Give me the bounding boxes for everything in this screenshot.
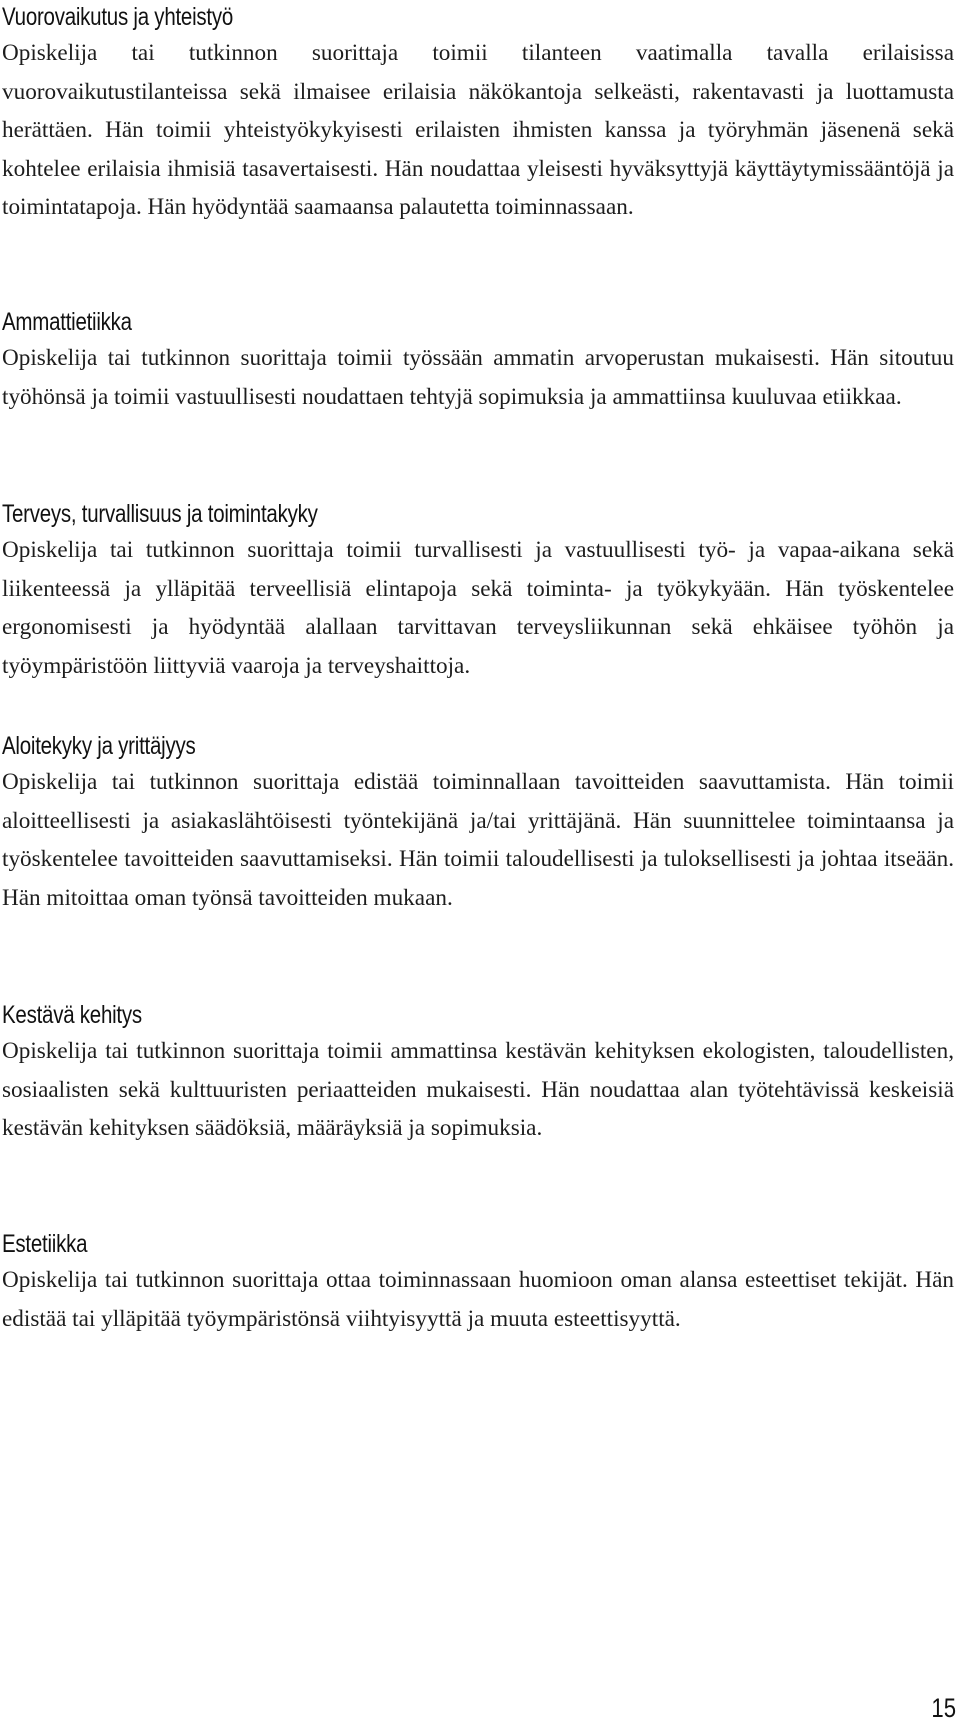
section-body: Opiskelija tai tutkinnon suorittaja toimii tilanteen vaatimalla tavalla erilaisissa vuorovaikutustilanteissa sekä ilmaisee erilaisia näkökantoja selkeästi, rakentavasti ja luottamusta herättäen. Hän toimii yhteistyökykyisesti erilaisten ihmisten kanssa ja työryhmän jäsenenä sekä kohtelee erilaisia ihmisiä tasavertaisesti. Hän noudattaa yleisesti hyväksyttyjä käyttäytymissääntöjä ja toimintatapoja. Hän hyödyntää saamaansa palautetta toiminnassaan.: [2, 40, 954, 221]
section-heading: Kestävä kehitys: [2, 1001, 142, 1029]
page-number: 15: [931, 1693, 956, 1723]
section-ammattietiikka: [2, 305, 954, 416]
section-heading: Terveys, turvallisuus ja toimintakyky: [2, 500, 318, 528]
section-body: Opiskelija tai tutkinnon suorittaja ottaa toiminnassaan huomioon oman alansa esteettiset tekijät. Hän edistää tai ylläpitää työympäristönsä viihtyisyyttä ja muuta esteettisyyttä.: [2, 1267, 954, 1332]
section-heading: Ammattietiikka: [2, 308, 132, 336]
section-heading: Aloitekyky ja yrittäjyys: [2, 732, 196, 760]
section-body: Opiskelija tai tutkinnon suorittaja toimii turvallisesti ja vastuullisesti työ- ja vapaa-aikana sekä liikenteessä ja ylläpitää terveellisiä elintapoja sekä toiminta- ja työkykyään. Hän työskentelee ergonomisesti ja hyödyntää alallaan tarvittavan terveysliikunnan sekä ehkäisee työhön ja työympäristöön liittyviä vaaroja ja terveyshaittoja.: [2, 537, 954, 679]
section-terveys: [2, 497, 954, 685]
section-body: Opiskelija tai tutkinnon suorittaja edistää toiminnallaan tavoitteiden saavuttamista. Hän toimii aloitteellisesti ja asiakaslähtöisesti työntekijänä ja/tai yrittäjänä. Hän suunnittelee toimintaansa ja työskentelee tavoitteiden saavuttamiseksi. Hän toimii taloudellisesti ja tuloksellisesti ja johtaa itseään. Hän mitoittaa oman työnsä tavoitteiden mukaan.: [2, 769, 954, 911]
section-vuorovaikutus: [2, 0, 954, 227]
section-body: Opiskelija tai tutkinnon suorittaja toimii ammattinsa kestävän kehityksen ekologisten, taloudellisten, sosiaalisten sekä kulttuuristen periaatteiden mukaisesti. Hän noudattaa alan työtehtävissä keskeisiä kestävän kehityksen säädöksiä, määräyksiä ja sopimuksia.: [2, 1038, 954, 1142]
section-heading: Estetiikka: [2, 1230, 88, 1258]
section-estetiikka: [2, 1227, 954, 1338]
section-aloitekyky: [2, 729, 954, 917]
section-body: Opiskelija tai tutkinnon suorittaja toimii työssään ammatin arvoperustan mukaisesti. Hän sitoutuu työhönsä ja toimii vastuullisesti noudattaen tehtyjä sopimuksia ja ammattiinsa kuuluvaa etiikkaa.: [2, 345, 954, 410]
section-heading: Vuorovaikutus ja yhteistyö: [2, 3, 233, 31]
section-kestava-kehitys: [2, 998, 954, 1148]
